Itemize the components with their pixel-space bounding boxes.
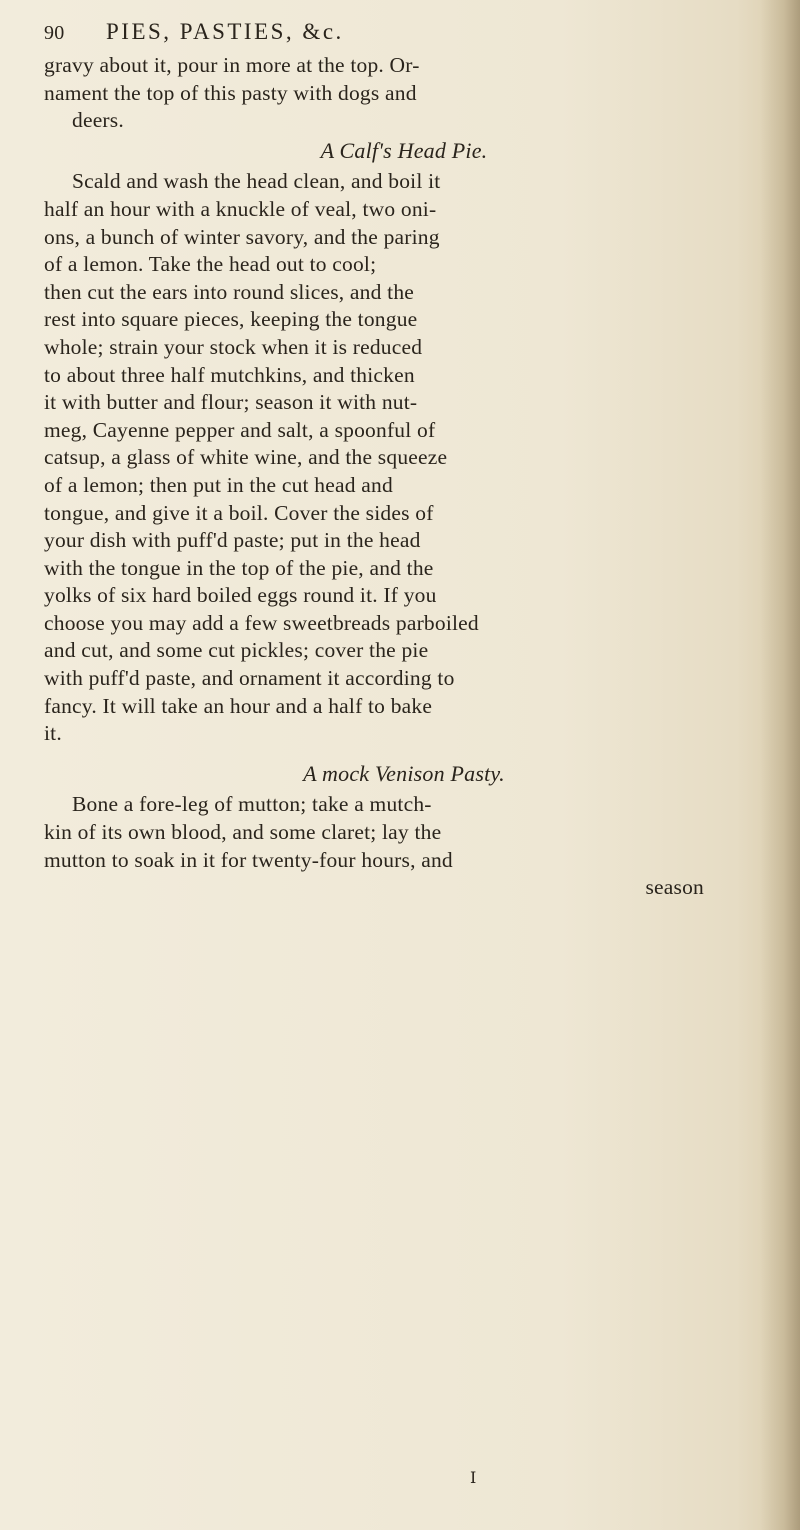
text-line: yolks of six hard boiled eggs round it. If you bbox=[44, 583, 437, 608]
text-line: it. bbox=[44, 721, 62, 746]
recipe-body-mock-venison-pasty bbox=[44, 791, 764, 901]
text-line: with puff'd paste, and ornament it according to bbox=[44, 666, 455, 691]
text-line: ons, a bunch of winter savory, and the paring bbox=[44, 224, 440, 249]
running-title: PIES, PASTIES, &c. bbox=[106, 19, 344, 44]
intro-paragraph bbox=[44, 52, 764, 135]
catchword: season bbox=[645, 875, 704, 900]
text-line: meg, Cayenne pepper and salt, a spoonful of bbox=[44, 417, 436, 442]
text-line: Bone a fore-leg of mutton; take a mutch- bbox=[72, 792, 432, 817]
text-line: kin of its own blood, and some claret; lay the bbox=[44, 820, 442, 845]
text-line: deers. bbox=[72, 108, 124, 133]
text-line: whole; strain your stock when it is reduced bbox=[44, 334, 423, 359]
text-line: of a lemon. Take the head out to cool; bbox=[44, 252, 377, 277]
text-line: of a lemon; then put in the cut head and bbox=[44, 472, 393, 497]
recipe-body-calfs-head-pie bbox=[44, 168, 764, 747]
text-line: Scald and wash the head clean, and boil it bbox=[72, 169, 441, 194]
running-head bbox=[44, 18, 764, 52]
recipe-heading-mock-venison-pasty: A mock Venison Pasty. bbox=[303, 760, 505, 786]
text-line: fancy. It will take an hour and a half to bake bbox=[44, 693, 433, 718]
text-line: nament the top of this pasty with dogs and bbox=[44, 80, 417, 105]
text-line: it with butter and flour; season it with nut- bbox=[44, 390, 418, 415]
text-line: gravy about it, pour in more at the top. Or- bbox=[44, 53, 420, 77]
text-line: rest into square pieces, keeping the tongue bbox=[44, 307, 418, 332]
recipe-heading-calfs-head-pie: A Calf's Head Pie. bbox=[320, 137, 488, 163]
text-line: choose you may add a few sweetbreads parboiled bbox=[44, 610, 479, 635]
text-line: then cut the ears into round slices, and the bbox=[44, 279, 415, 304]
signature-mark: I bbox=[470, 1468, 477, 1487]
text-line: and cut, and some cut pickles; cover the pie bbox=[44, 638, 429, 663]
text-line: with the tongue in the top of the pie, and the bbox=[44, 555, 434, 580]
text-line: tongue, and give it a boil. Cover the sides of bbox=[44, 500, 434, 525]
page-text bbox=[44, 18, 764, 902]
text-line: half an hour with a knuckle of veal, two oni- bbox=[44, 196, 437, 221]
text-line: to about three half mutchkins, and thicken bbox=[44, 362, 415, 387]
page-spine-shadow bbox=[760, 0, 800, 1530]
text-line: your dish with puff'd paste; put in the head bbox=[44, 528, 421, 553]
text-line: mutton to soak in it for twenty-four hours, and bbox=[44, 847, 453, 872]
page-number: 90 bbox=[44, 22, 65, 44]
text-line: catsup, a glass of white wine, and the squeeze bbox=[44, 445, 448, 470]
